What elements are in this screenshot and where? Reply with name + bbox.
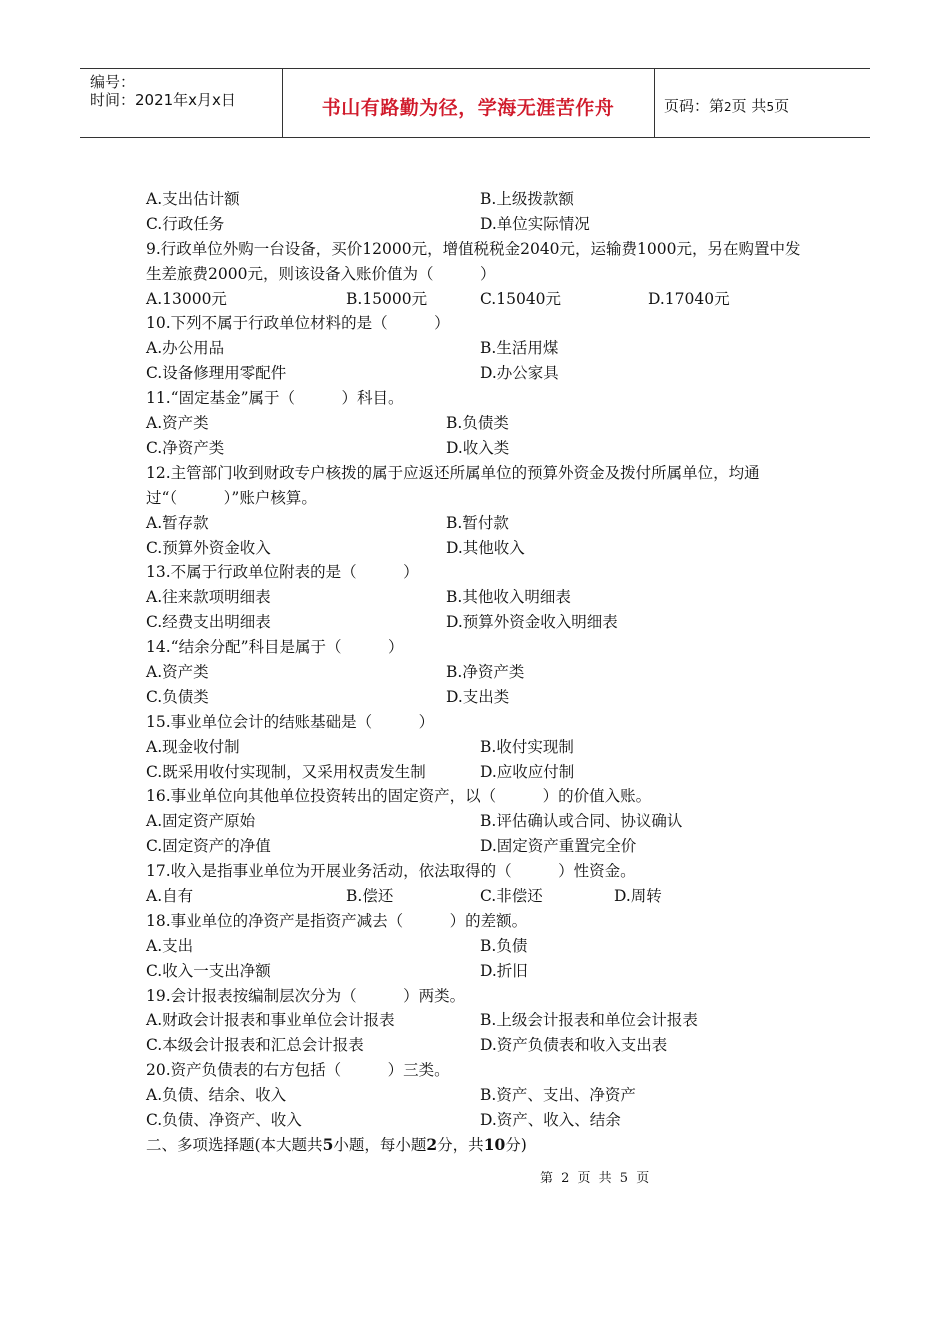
option-c: C.负债类 (146, 687, 209, 706)
option-row (146, 1033, 816, 1058)
option-a: A.现金收付制 (146, 737, 240, 756)
option-c: C.本级会计报表和汇总会计报表 (146, 1036, 364, 1055)
option-c: C.净资产类 (146, 438, 225, 457)
question-17 (146, 859, 816, 884)
option-b: B.评估确认或合同、协议确认 (480, 812, 683, 831)
option-d: D.资产负债表和收入支出表 (480, 1036, 668, 1055)
option-d: D.周转 (614, 886, 662, 905)
option-row (146, 760, 816, 785)
option-c: C.负债、净资产、收入 (146, 1110, 302, 1129)
option-row (146, 1083, 816, 1108)
option-a: A.固定资产原始 (146, 812, 256, 831)
question-text: 19.会计报表按编制层次分为（ ）两类。 (146, 986, 466, 1005)
page-number: 2 (724, 100, 732, 114)
option-d: D.预算外资金收入明细表 (446, 613, 618, 632)
question-12 (146, 461, 816, 511)
section-heading (146, 1133, 816, 1158)
question-content (146, 187, 816, 1158)
question-count: 5 (322, 1134, 334, 1154)
option-row (146, 735, 816, 760)
option-row (146, 511, 816, 536)
option-c: C.经费支出明细表 (146, 613, 271, 632)
header-info-cell (80, 69, 283, 137)
section-text: 分) (505, 1135, 527, 1154)
question-text: 10.下列不属于行政单位材料的是（ ） (146, 314, 450, 333)
option-a: A.负债、结余、收入 (146, 1086, 287, 1105)
option-a: A.支出 (146, 936, 194, 955)
option-d: D.固定资产重置完全价 (480, 837, 637, 856)
option-row (146, 187, 816, 212)
option-c: C.非偿还 (480, 886, 543, 905)
option-row (146, 1008, 816, 1033)
page-mid: 页 共 (731, 97, 767, 115)
question-text: 20.资产负债表的右方包括（ ）三类。 (146, 1061, 450, 1080)
section-title (146, 1133, 527, 1158)
option-row (146, 934, 816, 959)
question-9 (146, 237, 816, 287)
option-a: A.往来款项明细表 (146, 588, 271, 607)
question-text: 13.不属于行政单位附表的是（ ） (146, 563, 419, 582)
option-c: C.15040元 (480, 289, 562, 308)
option-row (146, 212, 816, 237)
option-b: B.15000元 (346, 289, 428, 308)
option-d: D.应收应付制 (480, 762, 575, 781)
option-row (146, 809, 816, 834)
option-b: B.收付实现制 (480, 737, 574, 756)
option-row (146, 336, 816, 361)
option-c: C.收入一支出净额 (146, 961, 271, 980)
option-row (146, 585, 816, 610)
option-d: D.收入类 (446, 438, 510, 457)
question-18 (146, 909, 816, 934)
time-label: 时间：2021年x月x日 (90, 91, 236, 109)
option-c: C.既采用收付实现制，又采用权责发生制 (146, 762, 426, 781)
option-b: B.暂付款 (446, 513, 509, 532)
option-d: D.17040元 (648, 289, 730, 308)
question-11 (146, 386, 816, 411)
question-13 (146, 560, 816, 585)
option-row (146, 436, 816, 461)
question-10 (146, 311, 816, 336)
option-b: B.生活用煤 (480, 339, 559, 358)
option-a: A.资产类 (146, 414, 209, 433)
points-total: 10 (483, 1134, 506, 1154)
question-20 (146, 1058, 816, 1083)
question-text: 12.主管部门收到财政专户核拨的属于应返还所属单位的预算外资金及拨付所属单位，均通过“（ ）”账户核算。 (146, 463, 760, 507)
section-text: 小题，每小题 (333, 1135, 427, 1154)
option-row (146, 287, 816, 312)
option-row (146, 411, 816, 436)
option-c: C.预算外资金收入 (146, 538, 271, 557)
question-15 (146, 710, 816, 735)
question-text: 18.事业单位的净资产是指资产减去（ ）的差额。 (146, 911, 528, 930)
option-d: D.其他收入 (446, 538, 525, 557)
page-label: 页码：第 (664, 97, 725, 115)
question-text: 9.行政单位外购一台设备，买价12000元，增值税税金2040元，运输费1000元，另在购置中发生差旅费2000元，则该设备入账价值为（ ） (146, 239, 801, 283)
question-19 (146, 984, 816, 1009)
option-row (146, 610, 816, 635)
section-text: 二、多项选择题(本大题共 (146, 1135, 323, 1154)
option-row (146, 660, 816, 685)
page-total: 5 (766, 100, 775, 114)
option-d: D.资产、收入、结余 (480, 1110, 621, 1129)
code-label: 编号： (90, 73, 136, 91)
option-b: B.负债类 (446, 414, 509, 433)
header-slogan-cell (282, 69, 655, 137)
option-b: B.上级拨款额 (480, 190, 574, 208)
header-page-cell (654, 69, 870, 137)
option-row (146, 536, 816, 561)
page-header (80, 68, 870, 138)
question-16 (146, 784, 816, 809)
question-text: 14.“结余分配”科目是属于（ ） (146, 638, 404, 657)
option-d: D.办公家具 (480, 364, 559, 383)
page-code (664, 95, 789, 116)
option-a: A.资产类 (146, 662, 209, 681)
option-row (146, 361, 816, 386)
option-a: A.财政会计报表和事业单位会计报表 (146, 1011, 395, 1030)
option-b: B.资产、支出、净资产 (480, 1086, 636, 1105)
option-d: D.单位实际情况 (480, 214, 590, 233)
option-c: C.行政任务 (146, 214, 225, 233)
option-b: B.上级会计报表和单位会计报表 (480, 1011, 698, 1030)
question-14 (146, 635, 816, 660)
question-text: 17.收入是指事业单位为开展业务活动，依法取得的（ ）性资金。 (146, 862, 636, 881)
option-row (146, 959, 816, 984)
option-row (146, 685, 816, 710)
option-b: B.其他收入明细表 (446, 588, 571, 607)
page-end: 页 (774, 97, 790, 115)
option-row (146, 884, 816, 909)
option-a: A.支出估计额 (146, 190, 240, 208)
slogan: 书山有路勤为径，学海无涯苦作舟 (321, 97, 615, 119)
question-text: 16.事业单位向其他单位投资转出的固定资产，以（ ）的价值入账。 (146, 787, 652, 806)
option-b: B.偿还 (346, 886, 394, 905)
option-a: A.暂存款 (146, 513, 209, 532)
section-text: 分，共 (437, 1135, 484, 1154)
option-row (146, 834, 816, 859)
question-text: 15.事业单位会计的结账基础是（ ） (146, 712, 435, 731)
option-c: C.设备修理用零配件 (146, 364, 287, 383)
points-each: 2 (426, 1134, 438, 1154)
option-a: A.13000元 (146, 289, 227, 308)
option-d: D.支出类 (446, 687, 510, 706)
option-c: C.固定资产的净值 (146, 837, 271, 856)
page-footer: 第 2 页 共 5 页 (540, 1171, 650, 1186)
option-d: D.折旧 (480, 961, 528, 980)
option-b: B.负债 (480, 936, 528, 955)
option-row (146, 1108, 816, 1133)
option-a: A.办公用品 (146, 339, 225, 358)
question-text: 11.“固定基金”属于（ ）科目。 (146, 389, 404, 408)
option-b: B.净资产类 (446, 662, 525, 681)
option-a: A.自有 (146, 886, 194, 905)
